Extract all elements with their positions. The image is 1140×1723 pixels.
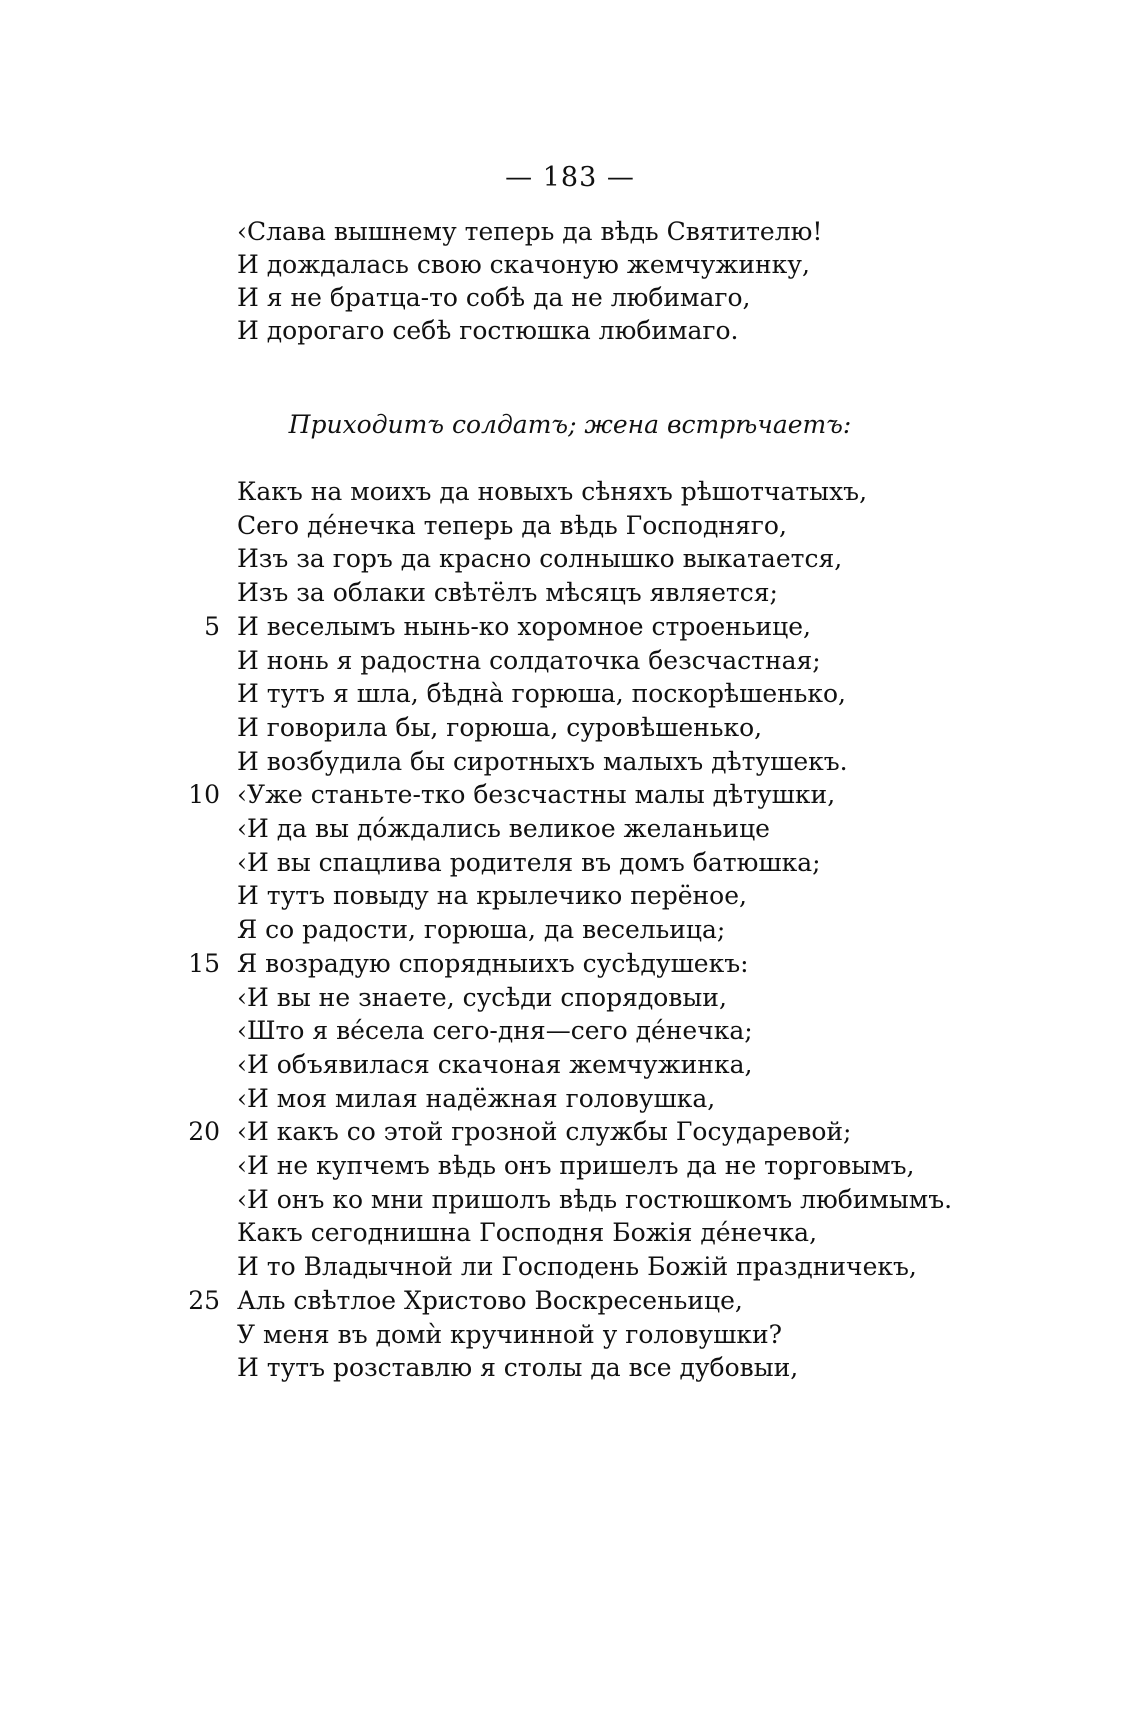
poem-line: И тутъ я шла, бѣдна̀ горюша, поскорѣшенько, [237,679,847,708]
poem-line: И нонь я радостна солдаточка безсчастная; [237,646,821,675]
line-number: 15 [188,949,220,978]
poem-line: ‹И да вы до́ждались великое желаньице [237,814,770,843]
poem-line: И тутъ розставлю я столы да все дубовыи, [237,1353,799,1382]
poem-line: ‹Уже станьте-тко безсчастны малы дѣтушки, [237,780,836,809]
intro-line: И дождалась свою скачоную жемчужинку, [237,250,810,279]
poem-line: Какъ на моихъ да новыхъ сѣняхъ рѣшотчатыхъ, [237,477,868,506]
poem-line: ‹И онъ ко мни пришолъ вѣдь гостюшкомъ любимымъ. [237,1185,953,1214]
line-number: 25 [188,1286,220,1315]
poem-line: ‹И не купчемъ вѣдь онъ пришелъ да не торговымъ, [237,1151,915,1180]
poem-line: Какъ сегоднишна Господня Божія де́нечка, [237,1218,818,1247]
line-number: 10 [188,780,220,809]
poem-line: И возбудила бы сиротныхъ малыхъ дѣтушекъ. [237,747,848,776]
poem-line: Аль свѣтлое Христово Воскресеньице, [237,1286,743,1315]
page-number: — 183 — [505,162,635,193]
poem-line: ‹Што я ве́села сего-дня—сего де́нечка; [237,1016,753,1045]
poem-line: У меня въ домѝ кручинной у головушки? [237,1320,783,1349]
poem-line: И тутъ повыду на крылечико перёное, [237,881,747,910]
poem-line: Изъ за горъ да красно солнышко выкатается, [237,544,843,573]
poem-line: И веселымъ нынь-ко хоромное строеньице, [237,612,811,641]
poem-line: ‹И объявилася скачоная жемчужинка, [237,1050,753,1079]
poem-line: Изъ за облаки свѣтёлъ мѣсяцъ является; [237,578,778,607]
intro-line: ‹Слава вышнему теперь да вѣдь Святителю! [237,217,823,246]
intro-line: И я не братца-то собѣ да не любимаго, [237,283,751,312]
intro-line: И дорогаго себѣ гостюшка любимаго. [237,316,739,345]
poem-line: И то Владычной ли Господень Божій праздничекъ, [237,1252,917,1281]
line-number: 5 [204,612,220,641]
section-heading: Приходитъ солдатъ; жена встрѣчаетъ: [288,410,852,439]
poem-line: ‹И вы не знаете, сусѣди спорядовыи, [237,983,727,1012]
poem-line: ‹И какъ со этой грозной службы Государевой; [237,1117,852,1146]
poem-line: Я со радости, горюша, да весельица; [237,915,726,944]
poem-line: ‹И вы спацлива родителя въ домъ батюшка; [237,848,821,877]
line-number: 20 [188,1117,220,1146]
poem-line: И говорила бы, горюша, суровѣшенько, [237,713,763,742]
poem-line: ‹И моя милая надёжная головушка, [237,1084,716,1113]
poem-line: Сего де́нечка теперь да вѣдь Господняго, [237,511,787,540]
poem-line: Я возрадую спорядныихъ сусѣдушекъ: [237,949,749,978]
